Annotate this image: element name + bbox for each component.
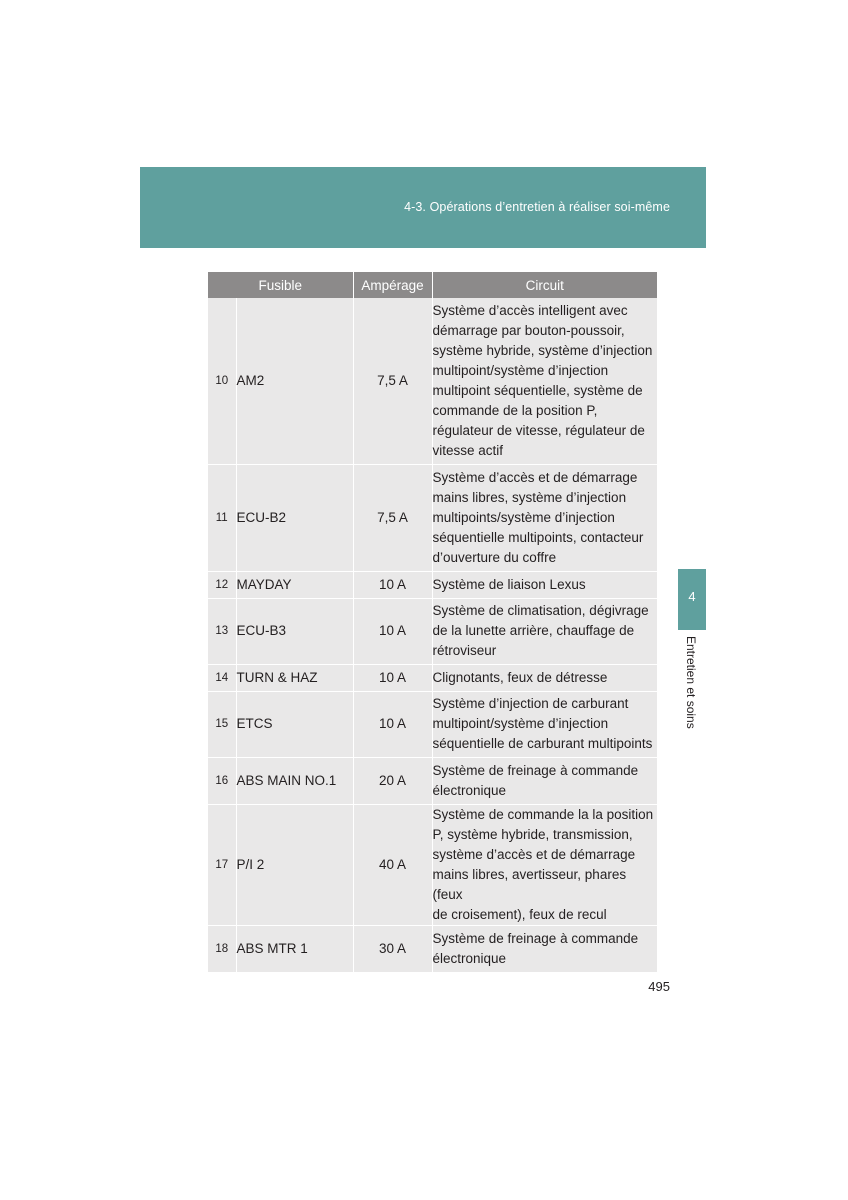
circuit-line: système d’accès et de démarrage <box>432 846 636 862</box>
fuse-amperage: 7,5 A <box>353 298 432 464</box>
circuit-line: vitesse actif <box>432 442 504 458</box>
fuse-number: 14 <box>208 664 236 691</box>
fuse-amperage: 10 A <box>353 664 432 691</box>
fuse-name: P/I 2 <box>236 804 353 925</box>
chapter-header-band <box>140 167 706 248</box>
fuse-number: 17 <box>208 804 236 925</box>
circuit-line: Système d’accès et de démarrage <box>432 469 638 485</box>
circuit-line: Système de climatisation, dégivrage <box>432 603 649 618</box>
fuse-amperage: 10 A <box>353 598 432 664</box>
fuse-amperage: 7,5 A <box>353 464 432 571</box>
circuit-line: rétroviseur <box>432 643 497 658</box>
table-row <box>208 598 657 664</box>
circuit-line: multipoints/système d’injection <box>432 509 615 525</box>
page-number: 495 <box>648 979 670 994</box>
fuse-name: ABS MTR 1 <box>236 925 353 972</box>
fuse-name: ABS MAIN NO.1 <box>236 757 353 804</box>
fuse-number: 11 <box>208 464 236 571</box>
circuit-line: séquentielle multipoints, contacteur <box>432 529 644 545</box>
table-row <box>208 298 657 464</box>
circuit-line: électronique <box>432 950 507 966</box>
fuse-number: 16 <box>208 757 236 804</box>
fuse-circuit <box>432 804 657 925</box>
fuse-number: 10 <box>208 298 236 464</box>
fuse-circuit <box>432 925 657 972</box>
table-row <box>208 464 657 571</box>
fuse-number: 15 <box>208 691 236 757</box>
fuse-name: ECU-B3 <box>236 598 353 664</box>
fuse-amperage: 10 A <box>353 691 432 757</box>
circuit-line: Système de freinage à commande <box>432 930 639 946</box>
circuit-line: régulateur de vitesse, régulateur de <box>432 422 645 438</box>
fuse-amperage: 40 A <box>353 804 432 925</box>
circuit-line: Système de commande la la position <box>432 806 654 822</box>
fuse-amperage: 20 A <box>353 757 432 804</box>
fuse-circuit <box>432 757 657 804</box>
fuse-name: ETCS <box>236 691 353 757</box>
table-row <box>208 664 657 691</box>
fuse-table <box>208 272 657 973</box>
table-row <box>208 571 657 598</box>
circuit-line: commande de la position P, <box>432 402 598 418</box>
circuit-line: multipoint/système d’injection <box>432 362 609 378</box>
circuit-line: mains libres, avertisseur, phares (feux <box>432 866 627 902</box>
fuse-circuit <box>432 664 657 691</box>
chapter-number: 4 <box>688 589 696 604</box>
circuit-line: Système d’injection de carburant <box>432 696 629 711</box>
circuit-line: système hybride, système d’injection <box>432 342 653 358</box>
column-header-circuit: Circuit <box>432 272 657 298</box>
section-title: 4-3. Opérations d’entretien à réaliser soi-même <box>404 200 670 214</box>
fuse-circuit <box>432 691 657 757</box>
table-row <box>208 691 657 757</box>
fuse-number: 13 <box>208 598 236 664</box>
circuit-line: multipoint séquentielle, système de <box>432 382 643 398</box>
fuse-name: AM2 <box>236 298 353 464</box>
circuit-line: Système de freinage à commande <box>432 762 639 778</box>
fuse-name: TURN & HAZ <box>236 664 353 691</box>
circuit-line: mains libres, système d’injection <box>432 489 627 505</box>
fuse-name: ECU-B2 <box>236 464 353 571</box>
fuse-number: 12 <box>208 571 236 598</box>
circuit-line: Système de liaison Lexus <box>432 576 586 592</box>
chapter-label: Entretien et soins <box>684 636 698 729</box>
fuse-circuit <box>432 298 657 464</box>
chapter-tab <box>678 569 706 630</box>
circuit-line: de croisement), feux de recul <box>432 906 607 922</box>
fuse-amperage: 10 A <box>353 571 432 598</box>
circuit-line: d’ouverture du coffre <box>432 549 557 565</box>
circuit-line: de la lunette arrière, chauffage de <box>432 623 635 638</box>
table-row <box>208 804 657 925</box>
fuse-amperage: 30 A <box>353 925 432 972</box>
circuit-line: multipoint/système d’injection <box>432 716 609 731</box>
fuse-name: MAYDAY <box>236 571 353 598</box>
fuse-circuit <box>432 598 657 664</box>
circuit-line: Clignotants, feux de détresse <box>432 669 608 685</box>
circuit-line: P, système hybride, transmission, <box>432 826 633 842</box>
fuse-circuit <box>432 464 657 571</box>
table-header-row <box>208 272 657 298</box>
fuse-number: 18 <box>208 925 236 972</box>
circuit-line: démarrage par bouton-poussoir, <box>432 322 625 338</box>
circuit-line: électronique <box>432 782 507 798</box>
circuit-line: Système d’accès intelligent avec <box>432 302 628 318</box>
table-row <box>208 925 657 972</box>
column-header-amperage: Ampérage <box>353 272 432 298</box>
circuit-line: séquentielle de carburant multipoints <box>432 736 653 751</box>
table-row <box>208 757 657 804</box>
fuse-circuit <box>432 571 657 598</box>
column-header-fuse: Fusible <box>208 272 353 298</box>
